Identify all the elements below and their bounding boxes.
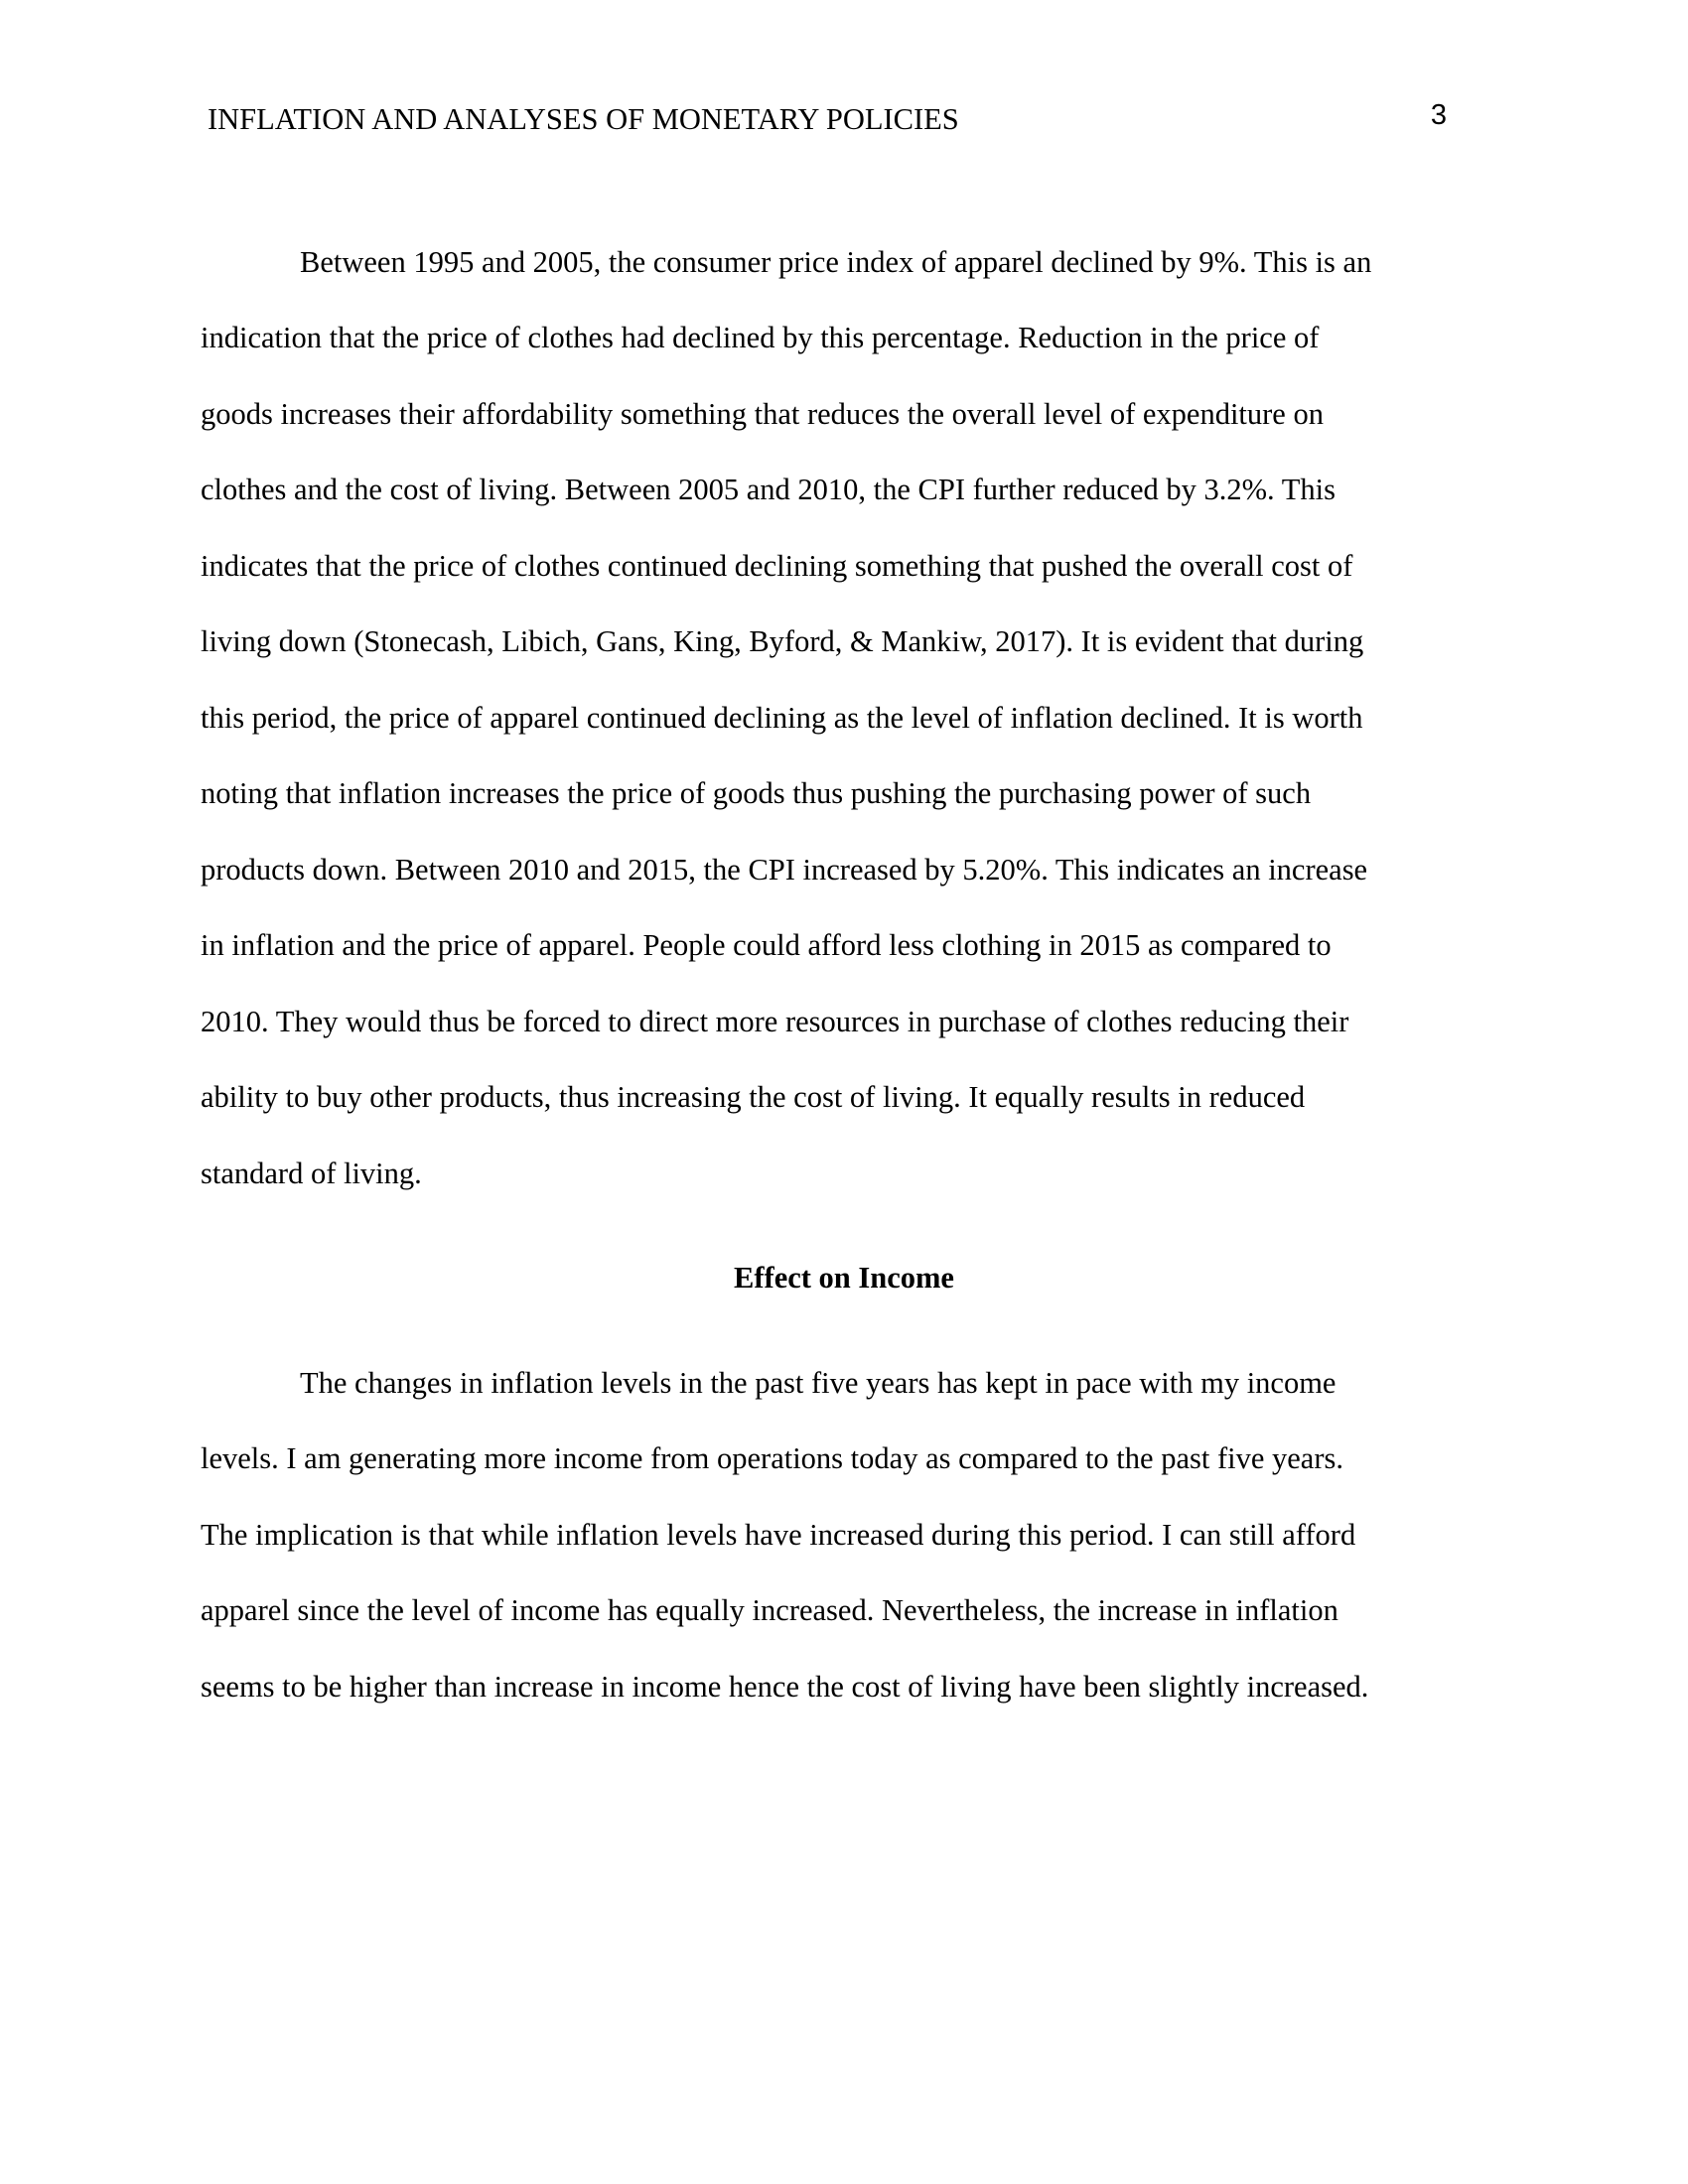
paragraph-line: products down. Between 2010 and 2015, the CPI increased by 5.20%. This indicates an increase	[201, 852, 1368, 887]
paragraph-line: The changes in inflation levels in the past five years has kept in pace with my income	[300, 1365, 1336, 1400]
page-number: 3	[1430, 99, 1447, 131]
paragraph-line: seems to be higher than increase in income hence the cost of living have been slightly increased.	[201, 1669, 1369, 1704]
section-heading: Effect on Income	[734, 1260, 954, 1295]
paragraph-line: in inflation and the price of apparel. People could afford less clothing in 2015 as compared to	[201, 928, 1332, 962]
paragraph-line: Between 1995 and 2005, the consumer price index of apparel declined by 9%. This is an	[300, 244, 1372, 279]
paragraph-line: this period, the price of apparel continued declining as the level of inflation declined. It is worth	[201, 700, 1363, 735]
paragraph-line: noting that inflation increases the price of goods thus pushing the purchasing power of such	[201, 776, 1312, 810]
paragraph-line: standard of living.	[201, 1156, 422, 1190]
paragraph-line: clothes and the cost of living. Between 2005 and 2010, the CPI further reduced by 3.2%. This	[201, 473, 1336, 506]
paragraph-line: ability to buy other products, thus increasing the cost of living. It equally results in reduced	[201, 1080, 1306, 1114]
paragraph-line: The implication is that while inflation levels have increased during this period. I can still afford	[201, 1517, 1356, 1552]
paragraph-line: living down (Stonecash, Libich, Gans, King, Byford, & Mankiw, 2017). It is evident that during	[201, 624, 1364, 658]
paragraph-line: levels. I am generating more income from operations today as compared to the past five years.	[201, 1441, 1343, 1475]
running-head: INFLATION AND ANALYSES OF MONETARY POLICIES	[208, 101, 959, 136]
paragraph-line: indication that the price of clothes had declined by this percentage. Reduction in the price of	[201, 321, 1320, 354]
paragraph-line: goods increases their affordability something that reduces the overall level of expenditure on	[201, 396, 1324, 431]
paragraph-line: 2010. They would thus be forced to direct more resources in purchase of clothes reducing their	[201, 1004, 1349, 1038]
paragraph-line: indicates that the price of clothes continued declining something that pushed the overall cost of	[201, 548, 1353, 583]
paragraph-line: apparel since the level of income has equally increased. Nevertheless, the increase in inflation	[201, 1593, 1338, 1627]
